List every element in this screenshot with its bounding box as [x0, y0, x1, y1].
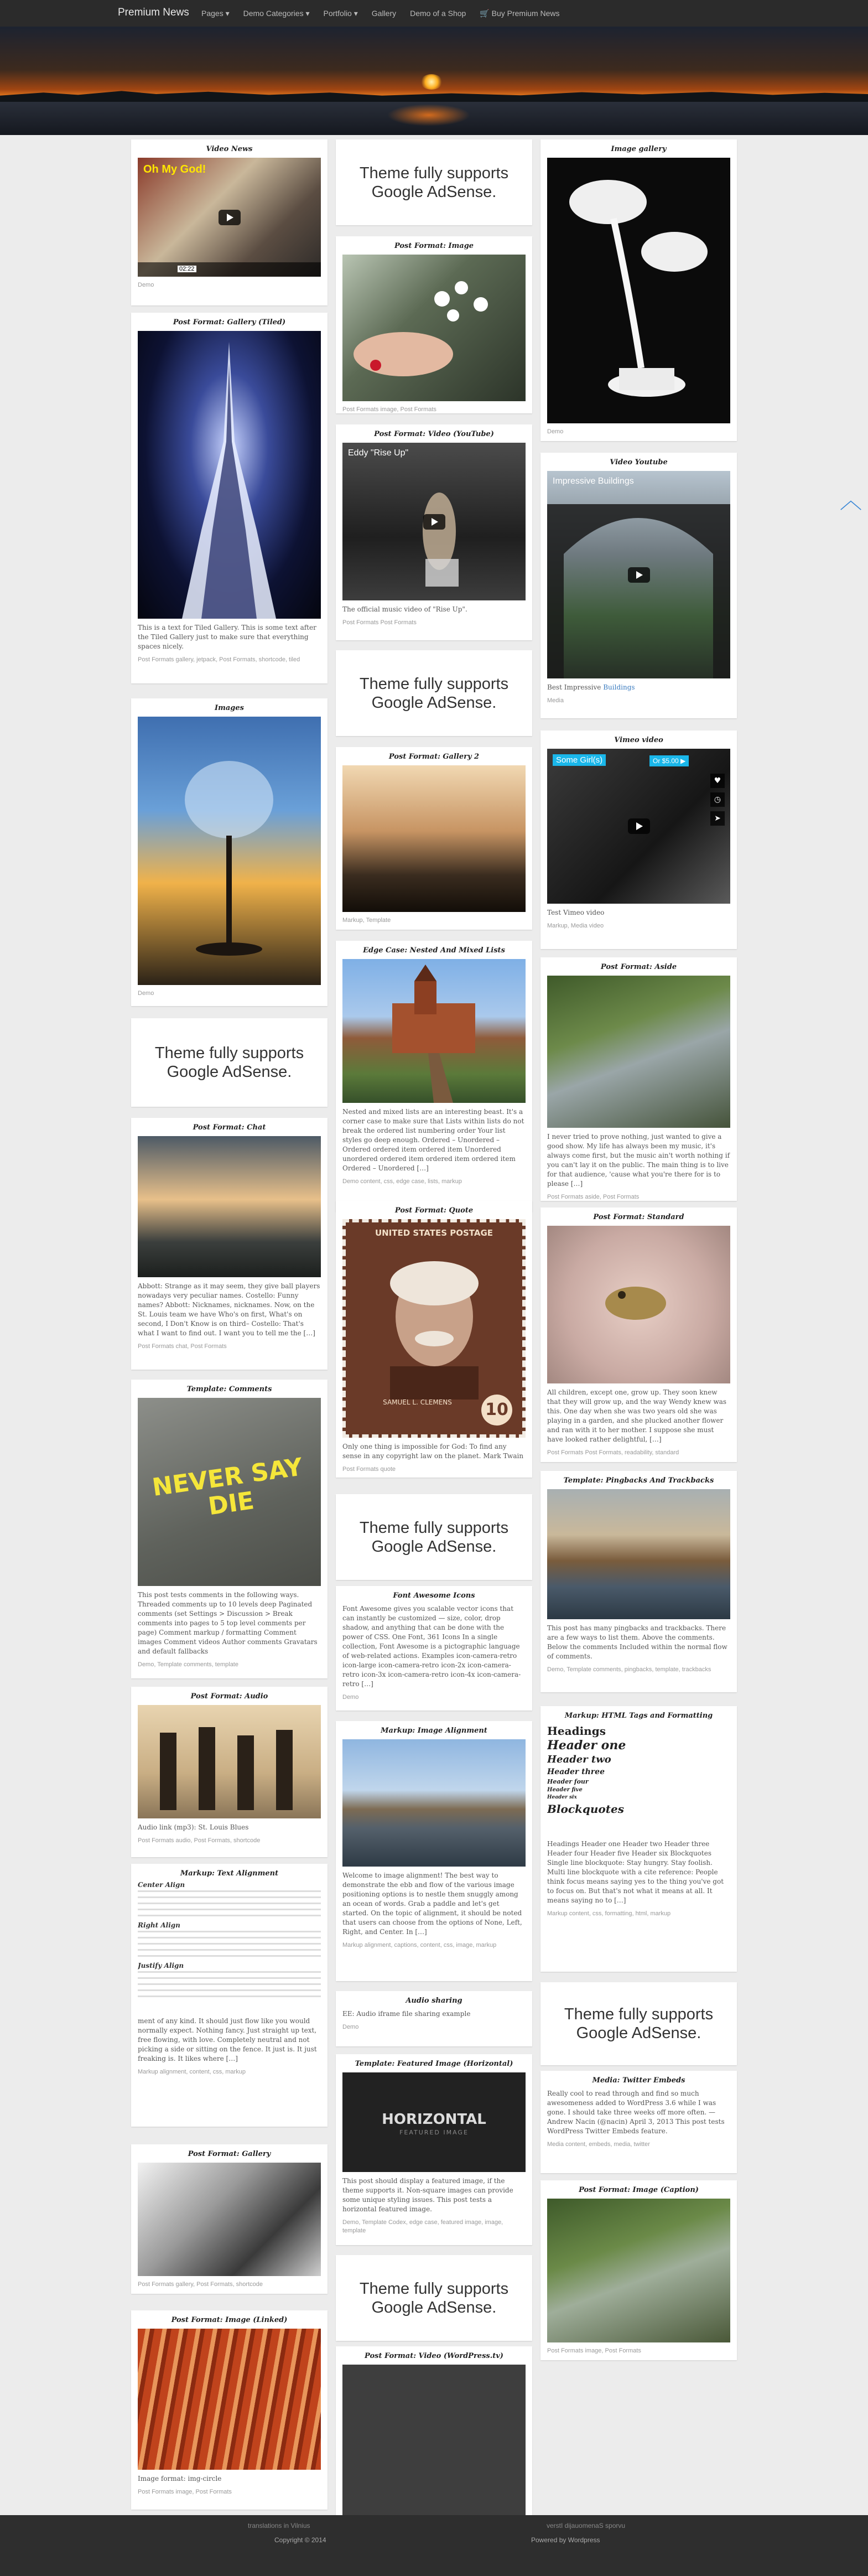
card-image-caption[interactable]: [540, 2180, 737, 2360]
post-excerpt: Only one thing is impossible for God: To find any sense in any copyright law on the planet. Mark Twain: [342, 1443, 524, 1460]
card-vimeo[interactable]: [540, 730, 737, 949]
post-excerpt: ment of any kind. It should just flow like you would normally expect. Nothing fancy. Just straight up text, free flowing, with love. Completely neutral and not picking a side or sitting on the fence. It just is. It just freaking is. It likes where […]: [138, 2017, 317, 2062]
post-excerpt: This is a text for Tiled Gallery. This is some text after the Tiled Gallery just to make sure that everything spaces nicely.: [138, 624, 316, 650]
chat-image[interactable]: [138, 1136, 321, 1277]
card-image-alignment[interactable]: [336, 1721, 532, 1981]
play-button[interactable]: [219, 210, 241, 225]
video-controls[interactable]: [138, 262, 321, 277]
sample-h6: Header six: [547, 1795, 577, 1800]
frog-hand-image[interactable]: [547, 1226, 730, 1383]
post-meta[interactable]: Demo: [547, 428, 564, 435]
featured-image-subtext: FEATURED IMAGE: [399, 2129, 469, 2136]
card-aside[interactable]: [540, 957, 737, 1201]
card-title[interactable]: Template: Pingbacks And Trackbacks: [563, 1476, 714, 1485]
post-excerpt: Nested and mixed lists are an interesting beast. It's a corner case to make sure that Lists within lists do not break the ordered list numbering order Your list styles go deep enough. Ordered – Unordered – Ordered ordered item ordered item Unordered unordered ordered item ordered item ordered item Ordered – Unordered […]: [342, 1108, 524, 1172]
post-meta[interactable]: Demo: [138, 282, 154, 288]
frog-icon: [547, 1226, 730, 1383]
sunset-pier-image[interactable]: [342, 765, 526, 912]
card-comments[interactable]: [131, 1380, 328, 1678]
hero-sunset-banner: [0, 27, 868, 135]
footer-links[interactable]: translations in Vilnius: [248, 2522, 310, 2530]
heading-justify-align: Justify Align: [138, 1962, 184, 1969]
post-meta[interactable]: Markup alignment, content, css, markup: [138, 2069, 246, 2075]
youtube-player[interactable]: [547, 471, 730, 678]
card-title[interactable]: Template: Comments: [186, 1385, 272, 1393]
card-title[interactable]: Post Format: Video (YouTube): [374, 430, 494, 438]
video-title: Some Girl(s): [553, 754, 606, 766]
card-title[interactable]: Post Format: Gallery: [188, 2150, 271, 2158]
post-excerpt: EE: Audio iframe file sharing example: [342, 2010, 471, 2018]
post-meta[interactable]: Demo, Template comments, pingbacks, template, trackbacks: [547, 1666, 711, 1673]
sample-h5: Header five: [547, 1787, 583, 1793]
card-text-alignment[interactable]: [131, 1864, 328, 2127]
post-meta[interactable]: Post Formats gallery, jetpack, Post Formats, shortcode, tiled: [138, 656, 300, 663]
post-meta[interactable]: Markup alignment, captions, content, css, image, markup: [342, 1942, 497, 1948]
stamp-name: SAMUEL L. CLEMENS: [383, 1398, 452, 1406]
post-meta[interactable]: Demo: [342, 1694, 359, 1701]
card-title[interactable]: Post Format: Image: [394, 242, 474, 250]
card-title[interactable]: Font Awesome Icons: [393, 1592, 475, 1600]
nav-pages[interactable]: Pages ▾: [201, 9, 230, 18]
top-navbar: [0, 0, 868, 27]
adsense-placeholder: Theme fully supports Google AdSense.: [131, 1018, 328, 1107]
post-meta[interactable]: Demo, Template comments, template: [138, 1661, 238, 1668]
site-footer: [0, 2515, 868, 2576]
main-nav: [201, 9, 560, 18]
milk-pour-icon: [547, 158, 730, 423]
card-title[interactable]: Media: Twitter Embeds: [592, 2076, 685, 2085]
post-meta[interactable]: Markup, Media video: [547, 922, 604, 929]
sample-headings: Headings: [547, 1724, 606, 1738]
nav-demo-categories[interactable]: Demo Categories ▾: [243, 9, 310, 18]
post-excerpt: All children, except one, grow up. They soon knew that they will grow up, and the way Wendy knew was this. One day when she was two years old she was playing in a garden, and she plucked another flower and ran with it to her mother. I suppose she must have looked rather delightful, […]: [547, 1388, 727, 1443]
card-title[interactable]: Post Format: Video (WordPress.tv): [365, 2352, 503, 2360]
play-button[interactable]: [423, 514, 445, 530]
card-quote[interactable]: [336, 1201, 532, 1478]
adsense-placeholder: Theme fully supports Google AdSense.: [540, 1982, 737, 2065]
share-icon[interactable]: ➤: [710, 811, 725, 826]
excerpt-text: Best Impressive: [547, 683, 601, 691]
card-title[interactable]: Template: Featured Image (Horizontal): [355, 2060, 513, 2068]
lake-castle-image[interactable]: [342, 1739, 526, 1867]
forest-stream-image[interactable]: [547, 976, 730, 1128]
never-say-die-image[interactable]: [138, 1398, 321, 1586]
flowers-hand-image[interactable]: [342, 255, 526, 401]
post-meta[interactable]: Demo: [342, 2024, 359, 2030]
adsense-placeholder: Theme fully supports Google AdSense.: [336, 650, 532, 736]
card-font-awesome[interactable]: [336, 1586, 532, 1711]
post-excerpt: Headings Header one Header two Header three Header four Header five Header six Blockquotes Single line blockquote: Stay hungry. Stay foolish. Multi line blockquote with a cite reference: People think focus means saying yes to the thing you've got to focus on. But that's not what it means at all. It means saying no to […]: [547, 1840, 724, 1904]
sample-blockquotes: Blockquotes: [547, 1802, 624, 1816]
wine-glass-icon: [138, 717, 321, 985]
play-button[interactable]: [628, 818, 650, 834]
nav-demo-shop[interactable]: Demo of a Shop: [410, 9, 466, 18]
post-excerpt: Font Awesome gives you scalable vector icons that can instantly be customized — size, color, drop shadow, and anything that can be done with the power of CSS. One Font, 361 Icons In a single collection, Font Awesome is a pictographic language of web-related actions. Examples icon-camera-retro icon-large icon-camera-retro icon-2x icon-camera-retro icon-3x icon-camera-retro icon-4x icon-camera-retro […]: [342, 1605, 521, 1688]
watch-later-icon[interactable]: ◷: [710, 792, 725, 807]
post-excerpt: This post tests comments in the following ways. Threaded comments up to 10 levels deep Paginated comments (set Settings > Discussion > Break comments into pages to 5 top level comments per page) Comment markup / formatting Comment images Comment videos Author comments Gravatars and default fallbacks: [138, 1591, 318, 1655]
copyright: Copyright © 2014: [274, 2536, 326, 2544]
card-pingbacks[interactable]: [540, 1471, 737, 1692]
card-audio-sharing[interactable]: [336, 1991, 532, 2046]
heading-right-align: Right Align: [138, 1921, 180, 1929]
vimeo-player[interactable]: [547, 749, 730, 904]
card-nested-lists[interactable]: [336, 941, 532, 1212]
post-meta[interactable]: Media content, embeds, media, twitter: [547, 2141, 650, 2148]
card-title[interactable]: Edge Case: Nested And Mixed Lists: [363, 946, 505, 955]
nav-gallery[interactable]: Gallery: [371, 9, 397, 18]
headings-preview: [547, 1724, 730, 1835]
castle-bridge-image[interactable]: [342, 959, 526, 1103]
post-meta[interactable]: Post Formats audio, Post Formats, shortcode: [138, 1837, 261, 1844]
card-title[interactable]: Images: [215, 704, 244, 712]
card-audio[interactable]: [131, 1687, 328, 1857]
card-standard[interactable]: [540, 1207, 737, 1462]
card-gallery-2[interactable]: [336, 747, 532, 930]
eiffel-tower-icon: [138, 331, 321, 619]
post-excerpt: The official music video of "Rise Up".: [342, 605, 467, 613]
text-lines: [138, 1890, 321, 1918]
post-excerpt: Welcome to image alignment! The best way to demonstrate the ebb and flow of the various image positioning options is to nestle them snuggly among an ocean of words. Grab a paddle and let's get started. On the topic of alignment, it should be noted that users can choose from the options of None, Left, Right, and Center. In […]: [342, 1872, 522, 1936]
post-excerpt: This post has many pingbacks and trackbacks. There are a few ways to list them. Above the comments. Below the comments Included within the normal flow of comments.: [547, 1624, 727, 1660]
post-meta[interactable]: Post Formats image, Post Formats: [547, 2347, 641, 2354]
post-excerpt: Audio link (mp3): St. Louis Blues: [138, 1823, 249, 1831]
card-title[interactable]: Post Format: Image (Caption): [579, 2186, 699, 2194]
post-excerpt: Really cool to read through and find so much awesomeness added to WordPress 3.6 while I was gone. I should take three weeks off more often. — Andrew Nacin (@nacin) April 3, 2013 This post tests WordPress Twitter Embeds feature.: [547, 2090, 725, 2135]
video-time: 02:22: [178, 266, 196, 272]
post-excerpt: Abbott: Strange as it may seem, they give ball players nowadays very peculiar names. Costello: Funny names? Abbott: Nicknames, nicknames. Now, on the St. Louis team we have Who's on first, What's on second, I Don't Know is on third– Costello: That's what I want to find out. I want you to tell me the […]: [138, 1282, 320, 1337]
hero-sun: [420, 74, 443, 90]
sample-h2: Header two: [547, 1754, 611, 1765]
featured-image-text: HORIZONTAL: [382, 2111, 486, 2128]
stamp-value: 10: [481, 1395, 512, 1426]
post-meta[interactable]: Post Formats quote: [342, 1466, 396, 1473]
post-excerpt: Test Vimeo video: [547, 909, 605, 916]
post-excerpt: [547, 683, 730, 692]
post-meta[interactable]: Demo: [138, 990, 154, 997]
wine-glass-image[interactable]: [138, 717, 321, 985]
brand-logo[interactable]: Premium News: [118, 7, 189, 18]
heading-center-align: Center Align: [138, 1882, 185, 1889]
card-title[interactable]: Post Format: Quote: [394, 1206, 474, 1215]
post-meta[interactable]: Post Formats gallery, Post Formats, shortcode: [138, 2281, 263, 2288]
card-gallery-tiled[interactable]: [131, 313, 328, 683]
card-gallery[interactable]: [131, 2144, 328, 2294]
card-video-youtube-2[interactable]: [540, 453, 737, 718]
forest-stream-image[interactable]: [547, 2199, 730, 2342]
card-video-news[interactable]: [131, 139, 328, 305]
autumn-river-image[interactable]: [547, 1489, 730, 1619]
play-button[interactable]: [628, 567, 650, 583]
post-meta[interactable]: Media: [547, 697, 564, 704]
card-title[interactable]: Markup: Image Alignment: [381, 1727, 487, 1735]
card-image[interactable]: [336, 236, 532, 413]
wordpress-video-player[interactable]: [342, 2365, 526, 2525]
milk-pour-image[interactable]: [547, 158, 730, 423]
vimeo-side-buttons: [710, 774, 725, 846]
card-title[interactable]: Post Format: Chat: [193, 1123, 266, 1132]
card-title[interactable]: Audio sharing: [406, 1997, 462, 2005]
nav-portfolio[interactable]: Portfolio ▾: [323, 9, 358, 18]
scroll-to-top-icon[interactable]: ︿: [840, 488, 862, 514]
sample-h4: Header four: [547, 1778, 589, 1785]
card-title[interactable]: Post Format: Aside: [600, 963, 677, 971]
card-title[interactable]: Image gallery: [611, 145, 667, 153]
hero-reflection: [387, 104, 470, 126]
castle-icon: [342, 959, 526, 1103]
post-meta[interactable]: Post Formats Post Formats: [342, 619, 417, 626]
card-images[interactable]: [131, 698, 328, 1006]
youtube-player[interactable]: [342, 443, 526, 600]
card-title[interactable]: Markup: Text Alignment: [180, 1869, 279, 1878]
horizontal-featured-image[interactable]: [342, 2072, 526, 2172]
adsense-placeholder: Theme fully supports Google AdSense.: [336, 2255, 532, 2341]
post-excerpt: I never tried to prove nothing, just wanted to give a good show. My life has always been my music, it's always come first, but the music ain't worth nothing if you can't lay it on the public. The main thing is to live for that audience, 'cause what you're there for is to please […]: [547, 1133, 730, 1188]
roasted-food-image[interactable]: [138, 2329, 321, 2470]
alignment-preview: [138, 1882, 321, 2012]
card-image-linked[interactable]: [131, 2310, 328, 2510]
card-featured-image[interactable]: [336, 2054, 532, 2245]
footer-links-right[interactable]: verstI dijauomenaS sporvu: [547, 2522, 626, 2530]
card-title[interactable]: Post Format: Image (Linked): [171, 2316, 288, 2324]
post-meta[interactable]: Post Formats aside, Post Formats: [547, 1194, 640, 1200]
like-icon[interactable]: ♥: [710, 774, 725, 788]
sample-h1: Header one: [547, 1738, 626, 1753]
adsense-placeholder: Theme fully supports Google AdSense.: [336, 1494, 532, 1580]
video-title: Eddy "Rise Up": [348, 448, 409, 458]
text-lines: [138, 1931, 321, 1958]
card-title[interactable]: Post Format: Gallery 2: [388, 753, 480, 761]
card-html-tags[interactable]: [540, 1706, 737, 1972]
video-player[interactable]: [138, 158, 321, 277]
card-chat[interactable]: [131, 1118, 328, 1370]
post-meta[interactable]: Post Formats image, Post Formats: [138, 2489, 232, 2495]
sample-h3: Header three: [547, 1768, 605, 1776]
post-meta[interactable]: Post Formats image, Post Formats: [342, 406, 436, 413]
band-silhouettes-icon: [138, 1705, 321, 1818]
powered-by[interactable]: Powered by Wordpress: [531, 2536, 600, 2544]
video-title: Oh My God!: [143, 163, 206, 175]
card-title[interactable]: Video News: [206, 145, 253, 153]
post-meta[interactable]: Markup, Template: [342, 917, 391, 924]
post-excerpt: Image format: img-circle: [138, 2475, 222, 2482]
video-title: Impressive Buildings: [553, 476, 634, 486]
post-meta[interactable]: Markup content, css, formatting, html, markup: [547, 1910, 671, 1917]
stamp-header: UNITED STATES POSTAGE: [375, 1228, 493, 1238]
post-meta[interactable]: Post Formats chat, Post Formats: [138, 1343, 227, 1350]
post-meta[interactable]: Demo, Template Codex, edge case, featured image, image, template: [342, 2219, 503, 2234]
eiffel-tower-image[interactable]: [138, 331, 321, 619]
adsense-placeholder: Theme fully supports Google AdSense.: [336, 139, 532, 225]
card-image-gallery[interactable]: [540, 139, 737, 441]
card-twitter-embeds[interactable]: [540, 2071, 737, 2173]
band-photo[interactable]: [138, 1705, 321, 1818]
card-title[interactable]: Post Format: Standard: [593, 1213, 684, 1221]
card-video-youtube[interactable]: [336, 424, 532, 640]
buildings-link[interactable]: Buildings: [603, 683, 635, 691]
post-meta[interactable]: Post Formats Post Formats, readability, standard: [547, 1449, 679, 1456]
vimeo-price-badge[interactable]: Or $5.00 ▶: [649, 755, 689, 766]
card-title[interactable]: Video Youtube: [610, 458, 668, 467]
graffiti-text: NEVER SAY DIE: [150, 1453, 305, 1521]
post-excerpt: This post should display a featured image, if the theme supports it. Non-square images can provide some unique styling issues. This post tests a horizontal featured image.: [342, 2177, 513, 2213]
gallery-bw-image[interactable]: [138, 2163, 321, 2276]
card-title[interactable]: Markup: HTML Tags and Formatting: [564, 1712, 713, 1720]
card-title[interactable]: Post Format: Gallery (Tiled): [173, 318, 286, 326]
postage-stamp-image[interactable]: [342, 1219, 526, 1438]
nav-buy[interactable]: 🛒 Buy Premium News: [480, 9, 560, 18]
flowers-icon: [342, 255, 526, 401]
card-title[interactable]: Post Format: Audio: [190, 1692, 268, 1701]
post-meta[interactable]: Demo content, css, edge case, lists, markup: [342, 1178, 462, 1185]
text-lines: [138, 1971, 321, 1999]
card-title[interactable]: Vimeo video: [614, 736, 663, 744]
